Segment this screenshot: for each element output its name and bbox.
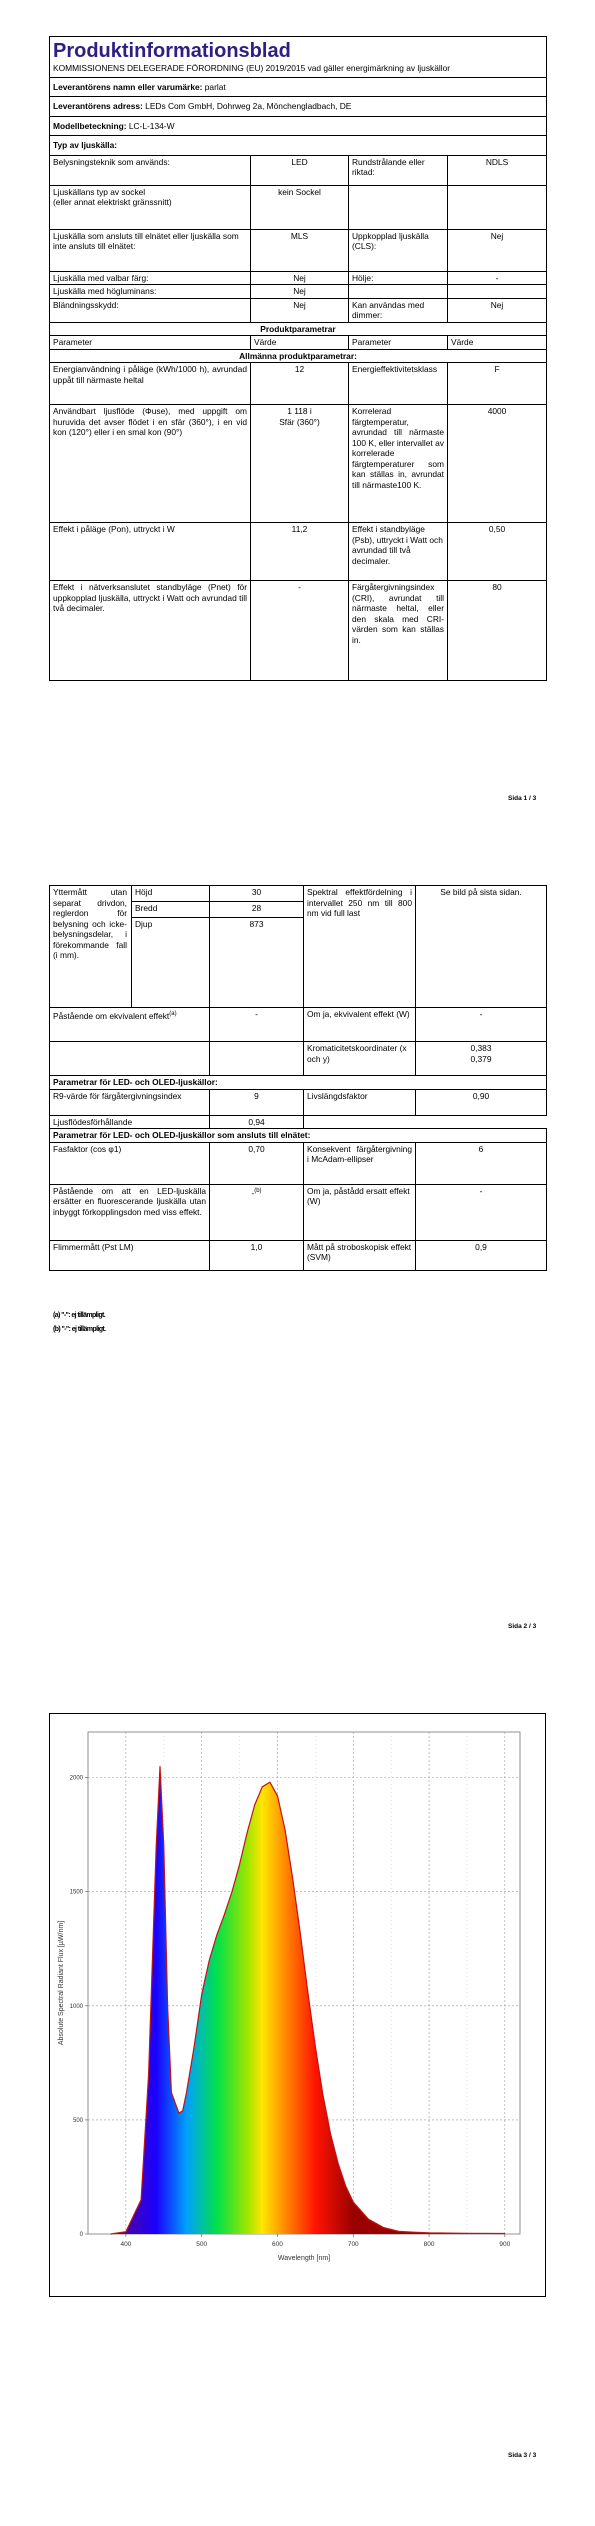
fluorescent-replacement-cell bbox=[210, 1184, 304, 1240]
energy-class-label: Energieffektivitetsklass bbox=[349, 363, 448, 405]
model-label: Modellbeteckning: bbox=[53, 120, 127, 131]
col-value-2: Värde bbox=[448, 336, 547, 350]
connected-label: Uppkopplad ljuskälla (CLS): bbox=[349, 229, 448, 271]
replaced-power-label: Om ja, påstådd ersatt effekt (W) bbox=[304, 1184, 416, 1240]
on-power-value: 11,2 bbox=[251, 523, 349, 581]
lumen-maintenance-label: Ljusflödesförhållande bbox=[50, 1115, 210, 1129]
mains-value: MLS bbox=[251, 229, 349, 271]
cct-value: 4000 bbox=[448, 405, 547, 523]
chromaticity-label: Kromaticitetskoordinater (x och y) bbox=[304, 1042, 416, 1076]
technology-value: LED bbox=[251, 155, 349, 185]
width-value: 28 bbox=[210, 902, 304, 918]
x-axis-label: Wavelength [nm] bbox=[277, 2255, 331, 2262]
lumen-maintenance-value: 0,94 bbox=[210, 1115, 304, 1129]
energy-class-value: F bbox=[448, 363, 547, 405]
supplier-name-row bbox=[50, 77, 547, 97]
high-luminance-label: Ljuskälla med högluminans: bbox=[50, 285, 251, 299]
model-identifier: LC-L-134-W bbox=[128, 120, 175, 131]
x-tick-label: 500 bbox=[196, 2241, 208, 2248]
product-info-table-page-1 bbox=[49, 36, 547, 681]
cri-label: Färgåtergivningsindex (CRI), avrundat till närmaste heltal, eller den skala med CRI-värden som kan ställas in. bbox=[349, 581, 448, 681]
colour-tunable-label: Ljuskälla med valbar färg: bbox=[50, 271, 251, 285]
r9-value: 9 bbox=[210, 1089, 304, 1115]
x-tick-label: 900 bbox=[499, 2241, 511, 2248]
energy-label: Energianvändning i påläge (kWh/1000 h), avrundad uppåt till närmaste heltal bbox=[50, 363, 251, 405]
led-params-title: Parametrar för LED- och OLED-ljuskällor: bbox=[50, 1076, 547, 1090]
cap-label: Ljuskällans typ av sockel bbox=[53, 186, 146, 197]
anti-glare-label: Bländningsskydd: bbox=[50, 298, 251, 322]
supplier-address-label: Leverantörens adress: bbox=[53, 101, 143, 111]
spectral-value: Se bild på sista sidan. bbox=[416, 886, 547, 1008]
cap-note: (eller annat elektriskt gränssnitt) bbox=[53, 197, 172, 207]
directional-label: Rundstrålande eller riktad: bbox=[349, 155, 448, 185]
survival-label: Livslängdsfaktor bbox=[304, 1089, 416, 1115]
supplier-address-row bbox=[50, 97, 547, 117]
general-params-title: Allmänna produktparametrar: bbox=[50, 349, 547, 363]
y-tick-label: 0 bbox=[79, 2232, 83, 2238]
dimensions-label: Yttermått utan separat drivdon, reglerdon för belysning och icke-belysningsdelar, i förekommande fall (i mm). bbox=[50, 886, 132, 1008]
dimmable-label: Kan användas med dimmer: bbox=[349, 298, 448, 322]
y-axis-label: Absolute Spectral Radiant Flux [µW/nm] bbox=[58, 1920, 65, 2046]
supplier-name: parlat bbox=[204, 81, 226, 92]
x-tick-label: 400 bbox=[120, 2241, 132, 2248]
document-title: Produktinformationsblad bbox=[53, 40, 291, 62]
spectrum-area bbox=[111, 1766, 505, 2234]
envelope-value: - bbox=[448, 271, 547, 285]
equivalent-power-value: - bbox=[210, 1008, 304, 1042]
equivalent-power-w-label: Om ja, ekvivalent effekt (W) bbox=[304, 1008, 416, 1042]
depth-value: 873 bbox=[210, 918, 304, 1008]
power-factor-label: Fasfaktor (cos φ1) bbox=[50, 1142, 210, 1184]
document-header bbox=[50, 37, 547, 78]
flux-cell bbox=[251, 405, 349, 523]
depth-label: Djup bbox=[132, 918, 210, 1008]
y-tick-label: 1500 bbox=[69, 1889, 83, 1896]
envelope-label: Hölje: bbox=[349, 271, 448, 285]
dimmable-value: Nej bbox=[448, 298, 547, 322]
equivalent-power-w-value: - bbox=[416, 1008, 547, 1042]
x-tick-label: 700 bbox=[347, 2241, 359, 2248]
mains-led-params-title: Parametrar för LED- och OLED-ljuskällor som ansluts till elnätet: bbox=[50, 1129, 547, 1143]
flux-value: 1 118 i bbox=[287, 406, 312, 416]
model-row bbox=[50, 116, 547, 136]
flux-label: Användbart ljusflöde (Φuse), med uppgift om huruvida det avser flödet i en sfär (360°), i en vid kon (120°) eller i en smal kon (90°) bbox=[50, 405, 251, 523]
y-tick-label: 1000 bbox=[69, 2003, 83, 2010]
mains-label: Ljuskälla som ansluts till elnätet eller ljuskälla som inte ansluts till elnätet: bbox=[50, 229, 251, 271]
x-tick-label: 600 bbox=[272, 2241, 283, 2248]
on-power-label: Effekt i påläge (Pon), uttryckt i W bbox=[50, 523, 251, 581]
page-number-3: Sida 3 / 3 bbox=[508, 2452, 537, 2459]
fluorescent-replacement-footnote-ref: (b) bbox=[254, 1187, 262, 1194]
energy-value: 12 bbox=[251, 363, 349, 405]
col-value-1: Värde bbox=[251, 336, 349, 350]
spectral-label: Spektral effektfördelning i intervallet 250 nm till 800 nm vid full last bbox=[304, 886, 416, 1008]
y-tick-label: 500 bbox=[72, 2117, 83, 2124]
col-param-2: Parameter bbox=[349, 336, 448, 350]
footnote-b: (b) "-": ej tillämpligt. bbox=[53, 1326, 106, 1333]
high-luminance-value: Nej bbox=[251, 285, 349, 299]
supplier-name-label: Leverantörens namn eller varumärke: bbox=[53, 81, 203, 92]
chromaticity-y: 0,379 bbox=[470, 1053, 492, 1064]
chromaticity-cell bbox=[416, 1042, 547, 1076]
height-value: 30 bbox=[210, 886, 304, 902]
equivalent-power-label: Påstående om ekvivalent effekt bbox=[53, 1010, 170, 1021]
cap-cell bbox=[50, 185, 251, 229]
standby-label: Effekt i standbyläge (Psb), uttryckt i Watt och avrundad till två decimaler. bbox=[349, 523, 448, 581]
r9-label: R9-värde för färgåtergivningsindex bbox=[50, 1089, 210, 1115]
width-label: Bredd bbox=[132, 902, 210, 918]
supplier-address: LEDs Com GmbH, Dohrweg 2a, Mönchengladbach, DE bbox=[145, 101, 352, 111]
stroboscopic-value: 0,9 bbox=[416, 1240, 547, 1270]
colour-consistency-value: 6 bbox=[416, 1142, 547, 1184]
colour-tunable-value: Nej bbox=[251, 271, 349, 285]
equivalent-power-cell bbox=[50, 1008, 210, 1042]
type-heading: Typ av ljuskälla: bbox=[50, 136, 547, 156]
product-info-table-page-2 bbox=[49, 885, 547, 1271]
flicker-label: Flimmermått (Pst LM) bbox=[50, 1240, 210, 1270]
x-tick-label: 800 bbox=[423, 2241, 435, 2248]
fluorescent-replacement-value: - bbox=[251, 1187, 255, 1198]
page-number-2: Sida 2 / 3 bbox=[508, 1623, 537, 1630]
params-section-title: Produktparametrar bbox=[50, 322, 547, 336]
col-param-1: Parameter bbox=[50, 336, 251, 350]
survival-value: 0,90 bbox=[416, 1089, 547, 1115]
cap-value: kein Sockel bbox=[251, 185, 349, 229]
flicker-value: 1,0 bbox=[210, 1240, 304, 1270]
directional-value: NDLS bbox=[448, 155, 547, 185]
power-factor-value: 0,70 bbox=[210, 1142, 304, 1184]
spectral-distribution-chart bbox=[50, 1714, 545, 2296]
regulation-text: KOMMISSIONENS DELEGERADE FÖRORDNING (EU) 2019/2015 vad gäller energimärkning av ljuskällor bbox=[53, 63, 451, 73]
replaced-power-value: - bbox=[416, 1184, 547, 1240]
technology-label: Belysningsteknik som används: bbox=[50, 155, 251, 185]
fluorescent-replacement-label: Påstående om att en LED-ljuskälla ersätter en fluorescerande ljuskälla utan inbyggt förkopplingsdon med viss effekt. bbox=[50, 1184, 210, 1240]
cct-label: Korrelerad färgtemperatur, avrundad till närmaste 100 K, eller intervallet av korrelerade färgtemperaturer som kan ställas in, avrundat till närmaste100 K. bbox=[349, 405, 448, 523]
footnote-a: (a) "-": ej tillämpligt. bbox=[53, 1312, 106, 1319]
height-label: Höjd bbox=[132, 886, 210, 902]
chromaticity-x: 0,383 bbox=[470, 1043, 492, 1053]
colour-consistency-label: Konsekvent färgåtergivning i McAdam-ellipser bbox=[304, 1142, 416, 1184]
cri-value: 80 bbox=[448, 581, 547, 681]
spectral-chart-frame bbox=[49, 1713, 546, 2297]
flux-geometry: Sfär (360°) bbox=[279, 416, 320, 427]
equivalent-power-footnote-ref: (a) bbox=[169, 1011, 177, 1017]
networked-standby-label: Effekt i nätverksanslutet standbyläge (Pnet) för uppkopplad ljuskälla, uttryckt i Watt och avrundad till två decimaler. bbox=[50, 581, 251, 681]
stroboscopic-label: Mått på stroboskopisk effekt (SVM) bbox=[304, 1240, 416, 1270]
anti-glare-value: Nej bbox=[251, 298, 349, 322]
page-number-1: Sida 1 / 3 bbox=[508, 795, 537, 802]
y-tick-label: 2000 bbox=[69, 1775, 83, 1782]
networked-standby-value: - bbox=[251, 581, 349, 681]
standby-value: 0,50 bbox=[448, 523, 547, 581]
connected-value: Nej bbox=[448, 229, 547, 271]
